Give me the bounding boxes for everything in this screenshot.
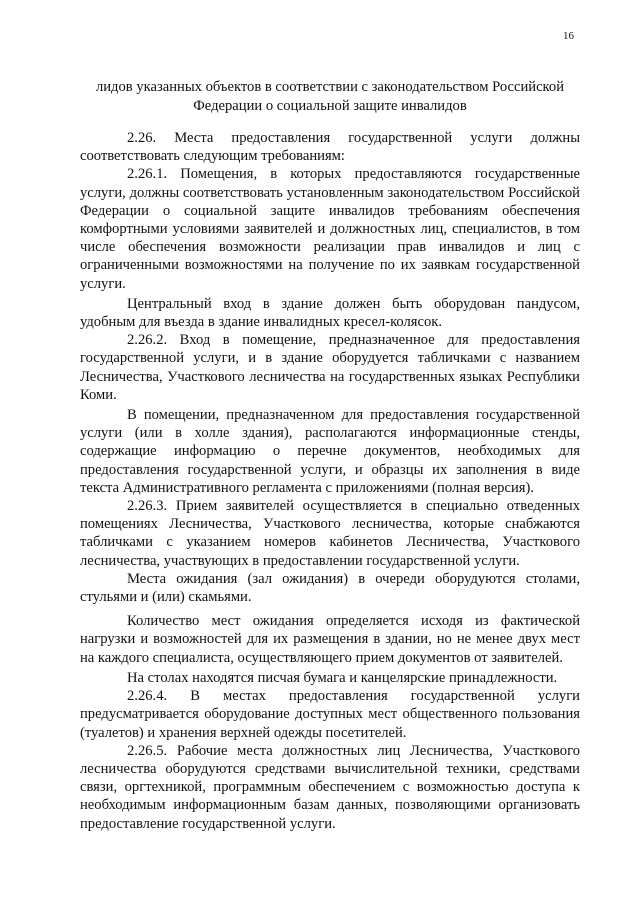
paragraph-2-26: 2.26. Места предоставления государственной услуги должны соответствовать следующим требованиям: [80, 130, 580, 165]
continued-heading: лидов указанных объектов в соответствии с законодательством Российской Федерации о социальной защите инвалидов [95, 79, 565, 114]
paragraph-2-26-1: 2.26.1. Помещения, в которых предоставляются государственные услуги, должны соответствовать установленным законодательством Российской Федерации о социальной защите инвалидов требованиям обеспечения комфортными условиями заявителей и должностных лиц, специалистов, в том числе обеспечения возможности реализации прав инвалидов и лиц с ограниченными возможностями на получение по их заявкам государственной услуги. [80, 166, 580, 292]
paragraph-2-26-3: 2.26.3. Прием заявителей осуществляется в специально отведенных помещениях Лесничества, Участкового лесничества, которые снабжаются табличками с указанием номеров кабинетов Лесничества, Участкового лесничества, участвующих в предоставлении государственной услуги. [80, 498, 580, 569]
paragraph-information-stands: В помещении, предназначенном для предоставления государственной услуги (или в холле здания), располагаются информационные стенды, содержащие информацию о перечне документов, необходимых для предоставления государственной услуги, и образцы их заполнения в виде текста Административного регламента с приложениями (полная версия). [80, 407, 580, 496]
paragraph-2-26-2: 2.26.2. Вход в помещение, предназначенное для предоставления государственной услуги, и в здание оборудуется табличками с названием Лесничества, Участкового лесничества на государственных языках Республики Коми. [80, 332, 580, 403]
paragraph-number-of-places: Количество мест ожидания определяется исходя из фактической нагрузки и возможностей для их размещения в здании, но не менее двух мест на каждого специалиста, осуществляющего прием документов от заявителей. [80, 613, 580, 666]
paragraph-2-26-4: 2.26.4. В местах предоставления государственной услуги предусматривается оборудование доступных мест общественного пользования (туалетов) и хранения верхней одежды посетителей. [80, 688, 580, 741]
paragraph-tables-supplies: На столах находятся писчая бумага и канцелярские принадлежности. [127, 669, 558, 686]
paragraph-central-entrance: Центральный вход в здание должен быть оборудован пандусом, удобным для въезда в здание инвалидных кресел-колясок. [80, 295, 580, 331]
document-body [80, 129, 580, 833]
paragraph-waiting-places: Места ожидания (зал ожидания) в очереди оборудуются столами, стульями и (или) скамьями. [80, 570, 580, 606]
paragraph-2-26-5: 2.26.5. Рабочие места должностных лиц Лесничества, Участкового лесничества оборудуются средствами вычислительной техники, средствами связи, оргтехникой, программным обеспечением с возможностью доступа к необходимым информационным базам данных, позволяющими организовать предоставление государственной услуги. [80, 742, 580, 832]
page-number: 16 [563, 30, 574, 42]
